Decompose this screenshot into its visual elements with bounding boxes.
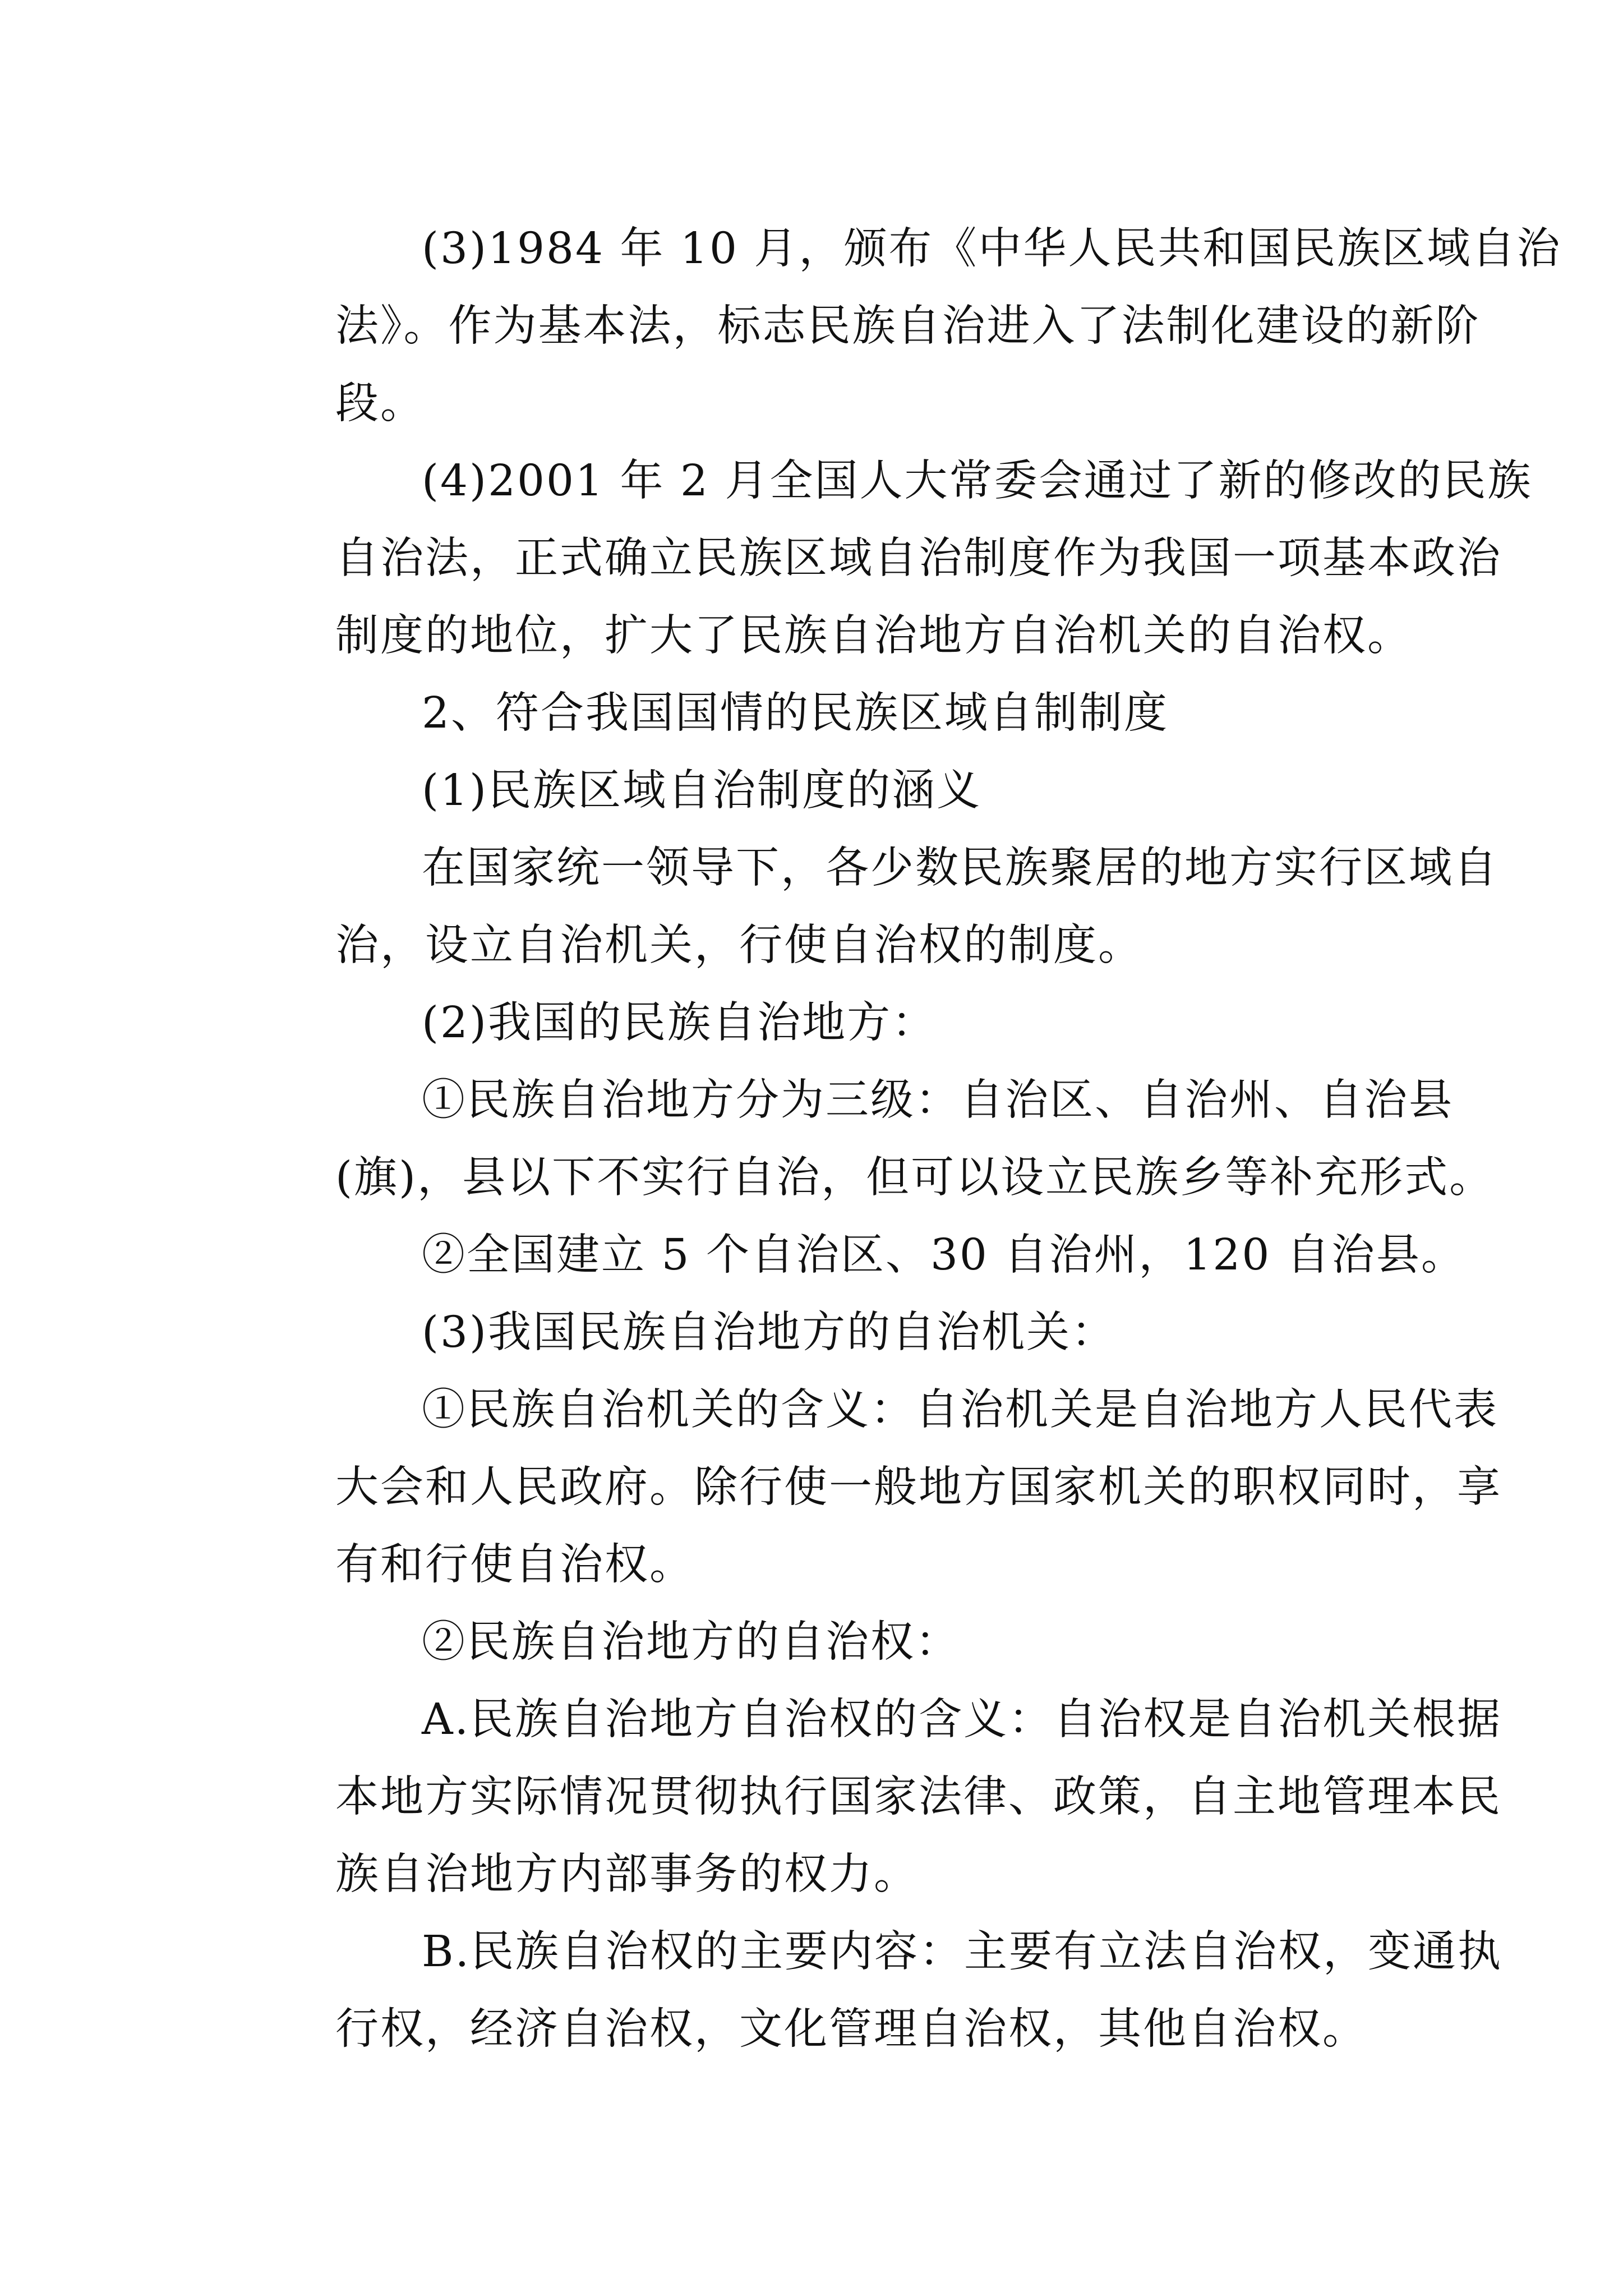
text-line: A.民族自治地方自治权的含义：自治权是自治机关根据 [422, 1695, 1502, 1745]
paragraph-rights-meaning [249, 1681, 1502, 1913]
text-line: 治，设立自治机关，行使自治权的制度。 [335, 921, 1143, 970]
text-line: 族自治地方内部事务的权力。 [335, 1849, 919, 1899]
text-line: 本地方实际情况贯彻执行国家法律、政策，自主地管理本民 [335, 1772, 1502, 1822]
text-line: ①民族自治机关的含义：自治机关是自治地方人民代表 [422, 1385, 1498, 1435]
paragraph-counts [249, 1217, 1466, 1294]
text-line: 有和行使自治权。 [335, 1540, 694, 1590]
subheading-autonomy-rights [249, 1604, 1393, 1681]
paragraph-three-levels [249, 1062, 1495, 1217]
text-line: (2)我国的民族自治地方： [422, 998, 937, 1048]
text-line: 法》。作为基本法，标志民族自治进入了法制化建设的新阶 [335, 301, 1481, 351]
text-line: (1)民族区域自治制度的涵义 [422, 766, 982, 816]
text-line: ②全国建立 5 个自治区、30 自治州，120 自治县。 [422, 1230, 1466, 1280]
subheading-organs [249, 1294, 1393, 1372]
text-line: B.民族自治权的主要内容：主要有立法自治权，变通执 [422, 1927, 1503, 1977]
text-line: (4)2001 年 2 月全国人大常委会通过了新的修改的民族 [422, 456, 1533, 506]
paragraph-1984-autonomy-law [249, 210, 1562, 443]
text-line: ②民族自治地方的自治权： [422, 1617, 960, 1667]
text-line: 在国家统一领导下，各少数民族聚居的地方实行区域自 [422, 843, 1498, 893]
document-page [249, 210, 1562, 2068]
paragraph-2001-amendment [249, 443, 1533, 675]
text-line: 行权，经济自治权，文化管理自治权，其他自治权。 [335, 2004, 1367, 2054]
section-heading-2 [249, 675, 1393, 752]
text-line: 制度的地位，扩大了民族自治地方自治机关的自治权。 [335, 611, 1412, 661]
text-line: (3)1984 年 10 月，颁布《中华人民共和国民族区域自治 [422, 224, 1562, 274]
text-line: ①民族自治地方分为三级：自治区、自治州、自治县 [422, 1075, 1454, 1125]
paragraph-definition [249, 830, 1498, 984]
paragraph-rights-content [249, 1913, 1503, 2068]
text-line: 自治法，正式确立民族区域自治制度作为我国一项基本政治 [335, 533, 1502, 583]
subheading-autonomous-areas [249, 984, 1393, 1062]
text-line: 2、符合我国国情的民族区域自制制度 [422, 688, 1169, 738]
text-line: 段。 [335, 379, 425, 429]
text-line: (3)我国民族自治地方的自治机关： [422, 1308, 1117, 1358]
text-line: 大会和人民政府。除行使一般地方国家机关的职权同时，享 [335, 1462, 1502, 1512]
paragraph-organs-meaning [249, 1372, 1502, 1604]
text-line: (旗)，县以下不实行自治，但可以设立民族乡等补充形式。 [335, 1153, 1495, 1203]
subheading-definition [249, 752, 1393, 830]
